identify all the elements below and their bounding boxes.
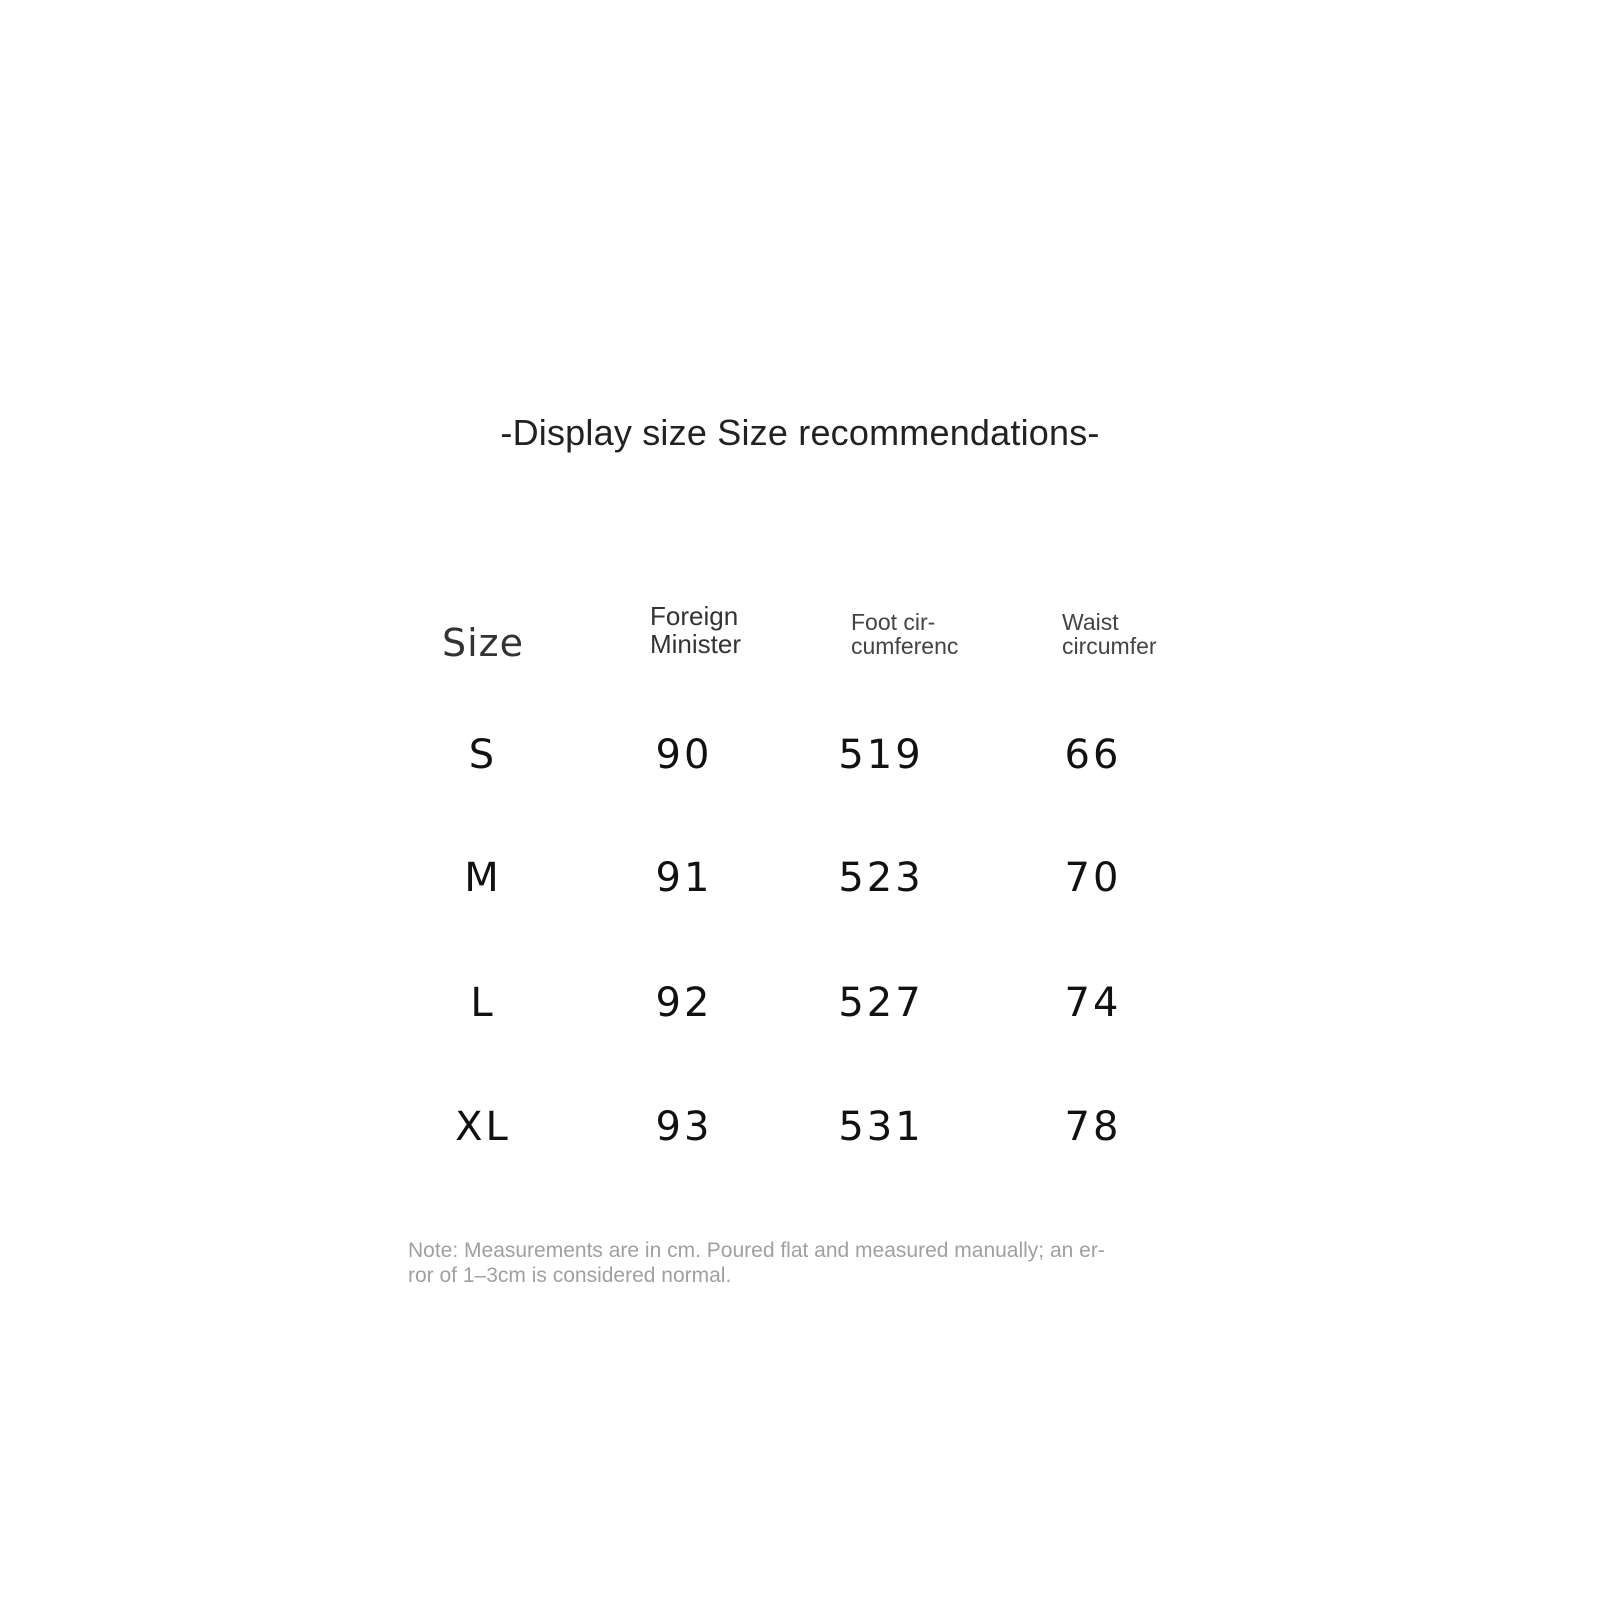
cell-foot-s: 519 [838, 732, 924, 778]
cell-size-m: M [464, 855, 502, 901]
header-size: Size [442, 621, 525, 665]
header-foreign-minister: Foreign Minister [650, 601, 742, 659]
cell-size-l: L [470, 980, 496, 1026]
cell-waist-s: 66 [1064, 732, 1122, 778]
cell-foot-l: 527 [838, 980, 924, 1026]
cell-foreign-l: 92 [655, 980, 713, 1026]
header-foot-circumference: Foot cir- cumferenc [851, 609, 959, 659]
cell-foreign-m: 91 [655, 855, 713, 901]
measurement-note: Note: Measurements are in cm. Poured flat and measured manually; an er- ror of 1–3cm is considered normal. [408, 1239, 1105, 1287]
cell-foreign-s: 90 [655, 732, 713, 778]
cell-size-s: S [468, 732, 498, 778]
cell-waist-l: 74 [1064, 980, 1122, 1026]
cell-foot-xl: 531 [838, 1104, 924, 1150]
page-title: -Display size Size recommendations- [500, 412, 1100, 453]
cell-size-xl: XL [455, 1104, 511, 1150]
cell-waist-m: 70 [1064, 855, 1122, 901]
cell-foot-m: 523 [838, 855, 924, 901]
cell-foreign-xl: 93 [655, 1104, 713, 1150]
cell-waist-xl: 78 [1064, 1104, 1122, 1150]
header-waist-circumference: Waist circumfer [1062, 609, 1157, 659]
